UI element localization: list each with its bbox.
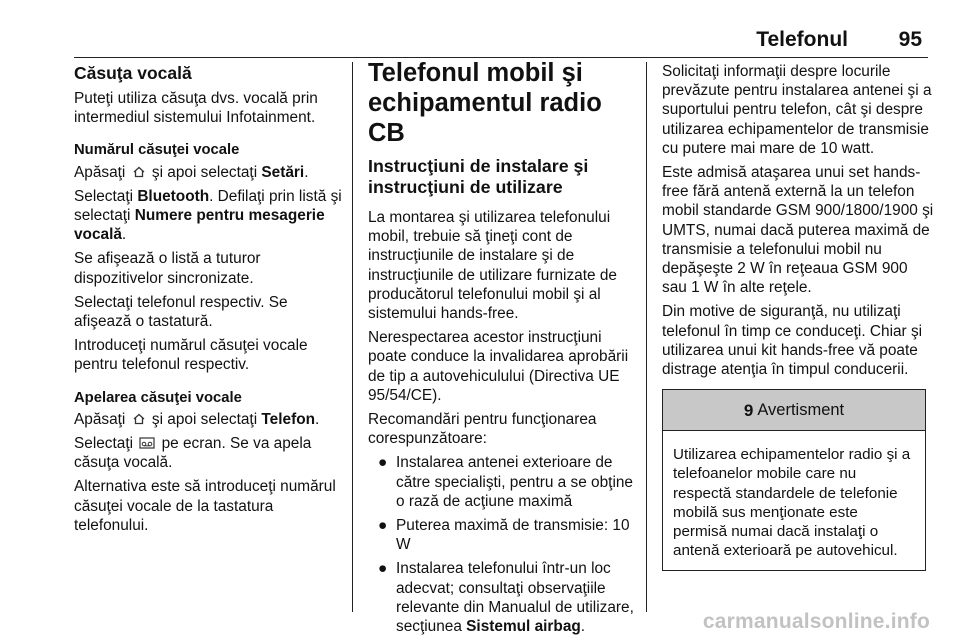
text: pe ecran. Se va apela căsuţa vocală. <box>74 435 312 472</box>
paragraph <box>74 434 342 472</box>
paragraph: Nerespectarea acestor instrucţiuni poate conduce la invalidarea aprobării de tip a autovehiculului (Directiva UE 95/54/CE). <box>368 329 629 404</box>
paragraph: La montarea şi utilizarea telefonului mobil, trebuie să ţineţi cont de instrucţiunile de instalare şi de instrucţiunile de utilizare furnizate de producătorul telefonului mobil şi al sistemului hands-free. <box>368 209 617 323</box>
column-divider <box>646 62 647 612</box>
menu-label-voicemail-numbers: Numere pentru mesagerie vocală <box>74 207 325 244</box>
text: Instalarea antenei exterioare de către specialişti, pentru a se obţine o rază de acţiune maximă <box>396 454 633 510</box>
text: Apăsaţi <box>74 410 126 428</box>
menu-label-setari: Setări <box>261 163 305 181</box>
watermark: carmanualsonline.info <box>702 610 930 633</box>
text: . <box>121 226 127 244</box>
text: Instalarea telefonului într-un loc adecvat; consultaţi observaţiile relevante din Manualul de utilizare, secţiunea <box>396 560 634 636</box>
paragraph <box>74 187 342 245</box>
paragraph: Se afişează o listă a tuturor dispozitivelor sincronizate. <box>74 250 261 287</box>
warning-title: Avertisment <box>757 400 845 419</box>
page-header <box>0 0 960 58</box>
cross-reference: Sistemul airbag <box>466 618 581 636</box>
paragraph: Introduceţi numărul căsuţei vocale pentru telefonul respectiv. <box>74 337 308 374</box>
text: Selectaţi <box>74 187 134 205</box>
text: . <box>315 410 320 428</box>
column-3 <box>662 62 934 571</box>
text: Puterea maximă de transmisie: 10 W <box>396 517 630 554</box>
header-title: Telefonul <box>756 28 848 51</box>
subsection-title: Numărul căsuţei vocale <box>74 142 240 159</box>
text: şi apoi selectaţi <box>151 163 258 181</box>
paragraph: Alternativa este să introduceţi numărul căsuţei vocale de la tastatura telefonului. <box>74 478 336 534</box>
paragraph: Solicitaţi informaţii despre locurile prevăzute pentru instalarea antenei şi a suportului pentru telefon, cât şi despre utilizarea echipamentelor de transmisie cu putere mai mare de 10 watt. <box>662 63 932 157</box>
subsection-title: Apelarea căsuţei vocale <box>74 389 242 406</box>
bullet: ● <box>378 517 388 535</box>
column-1 <box>74 62 342 540</box>
warning-text: Utilizarea echipamentelor radio şi a telefoanelor mobile care nu respectă standardele de telefonie mobilă sus menţionate este permisă numai dacă instalaţi o antenă exterioară pe autovehicul. <box>673 446 911 560</box>
column-2 <box>368 59 640 641</box>
chapter-title: Telefonul mobil şi echipamentul radio CB <box>368 59 602 147</box>
paragraph <box>74 410 342 429</box>
text: Selectaţi <box>74 435 134 453</box>
list-item <box>368 453 640 511</box>
paragraph: Selectaţi telefonul respectiv. Se afişează o tastatură. <box>74 293 288 331</box>
menu-label-telefon: Telefon <box>261 410 316 428</box>
paragraph: Puteţi utiliza căsuţa dvs. vocală prin intermediul sistemului Infotainment. <box>74 90 318 127</box>
subsection-title: Instrucţiuni de instalare şi instrucţiuni de utilizare <box>368 156 589 197</box>
home-icon <box>132 165 146 179</box>
paragraph: Din motive de siguranţă, nu utilizaţi telefonul în timp ce conduceţi. Chiar şi utilizarea unui kit hands-free vă poate distrage atenţia în timpul conducerii. <box>662 303 923 379</box>
paragraph: Este admisă ataşarea unui set hands-free fără antenă externă la un telefon mobil standarde GSM 900/1800/1900 şi UMTS, numai dacă puterea maximă de transmisie a telefonului mobil nu depăşeşte 2 W în reţeaua GSM 900 sau 1 W în alte reţele. <box>662 164 934 297</box>
list-item <box>368 559 640 636</box>
bullet: ● <box>378 560 388 578</box>
list-item <box>368 516 640 554</box>
paragraph <box>74 163 342 182</box>
paragraph: Recomandări pentru funcţionarea corespunzătoare: <box>368 411 597 448</box>
home-icon <box>132 412 146 426</box>
text: . Defilaţi prin listă şi selectaţi <box>74 187 342 225</box>
warning-header <box>663 390 925 431</box>
voicemail-icon <box>139 436 155 450</box>
text: . <box>580 618 586 636</box>
bullet: ● <box>378 454 388 472</box>
menu-label-bluetooth: Bluetooth <box>137 187 210 205</box>
warning-icon: 9 <box>743 400 754 420</box>
section-title: Căsuţa vocală <box>74 63 192 83</box>
page-number: 95 <box>898 28 922 51</box>
column-divider <box>352 62 353 612</box>
text: Apăsaţi <box>74 163 126 181</box>
text: şi apoi selectaţi <box>151 410 258 428</box>
warning-box <box>662 389 926 571</box>
text: . <box>304 163 309 181</box>
